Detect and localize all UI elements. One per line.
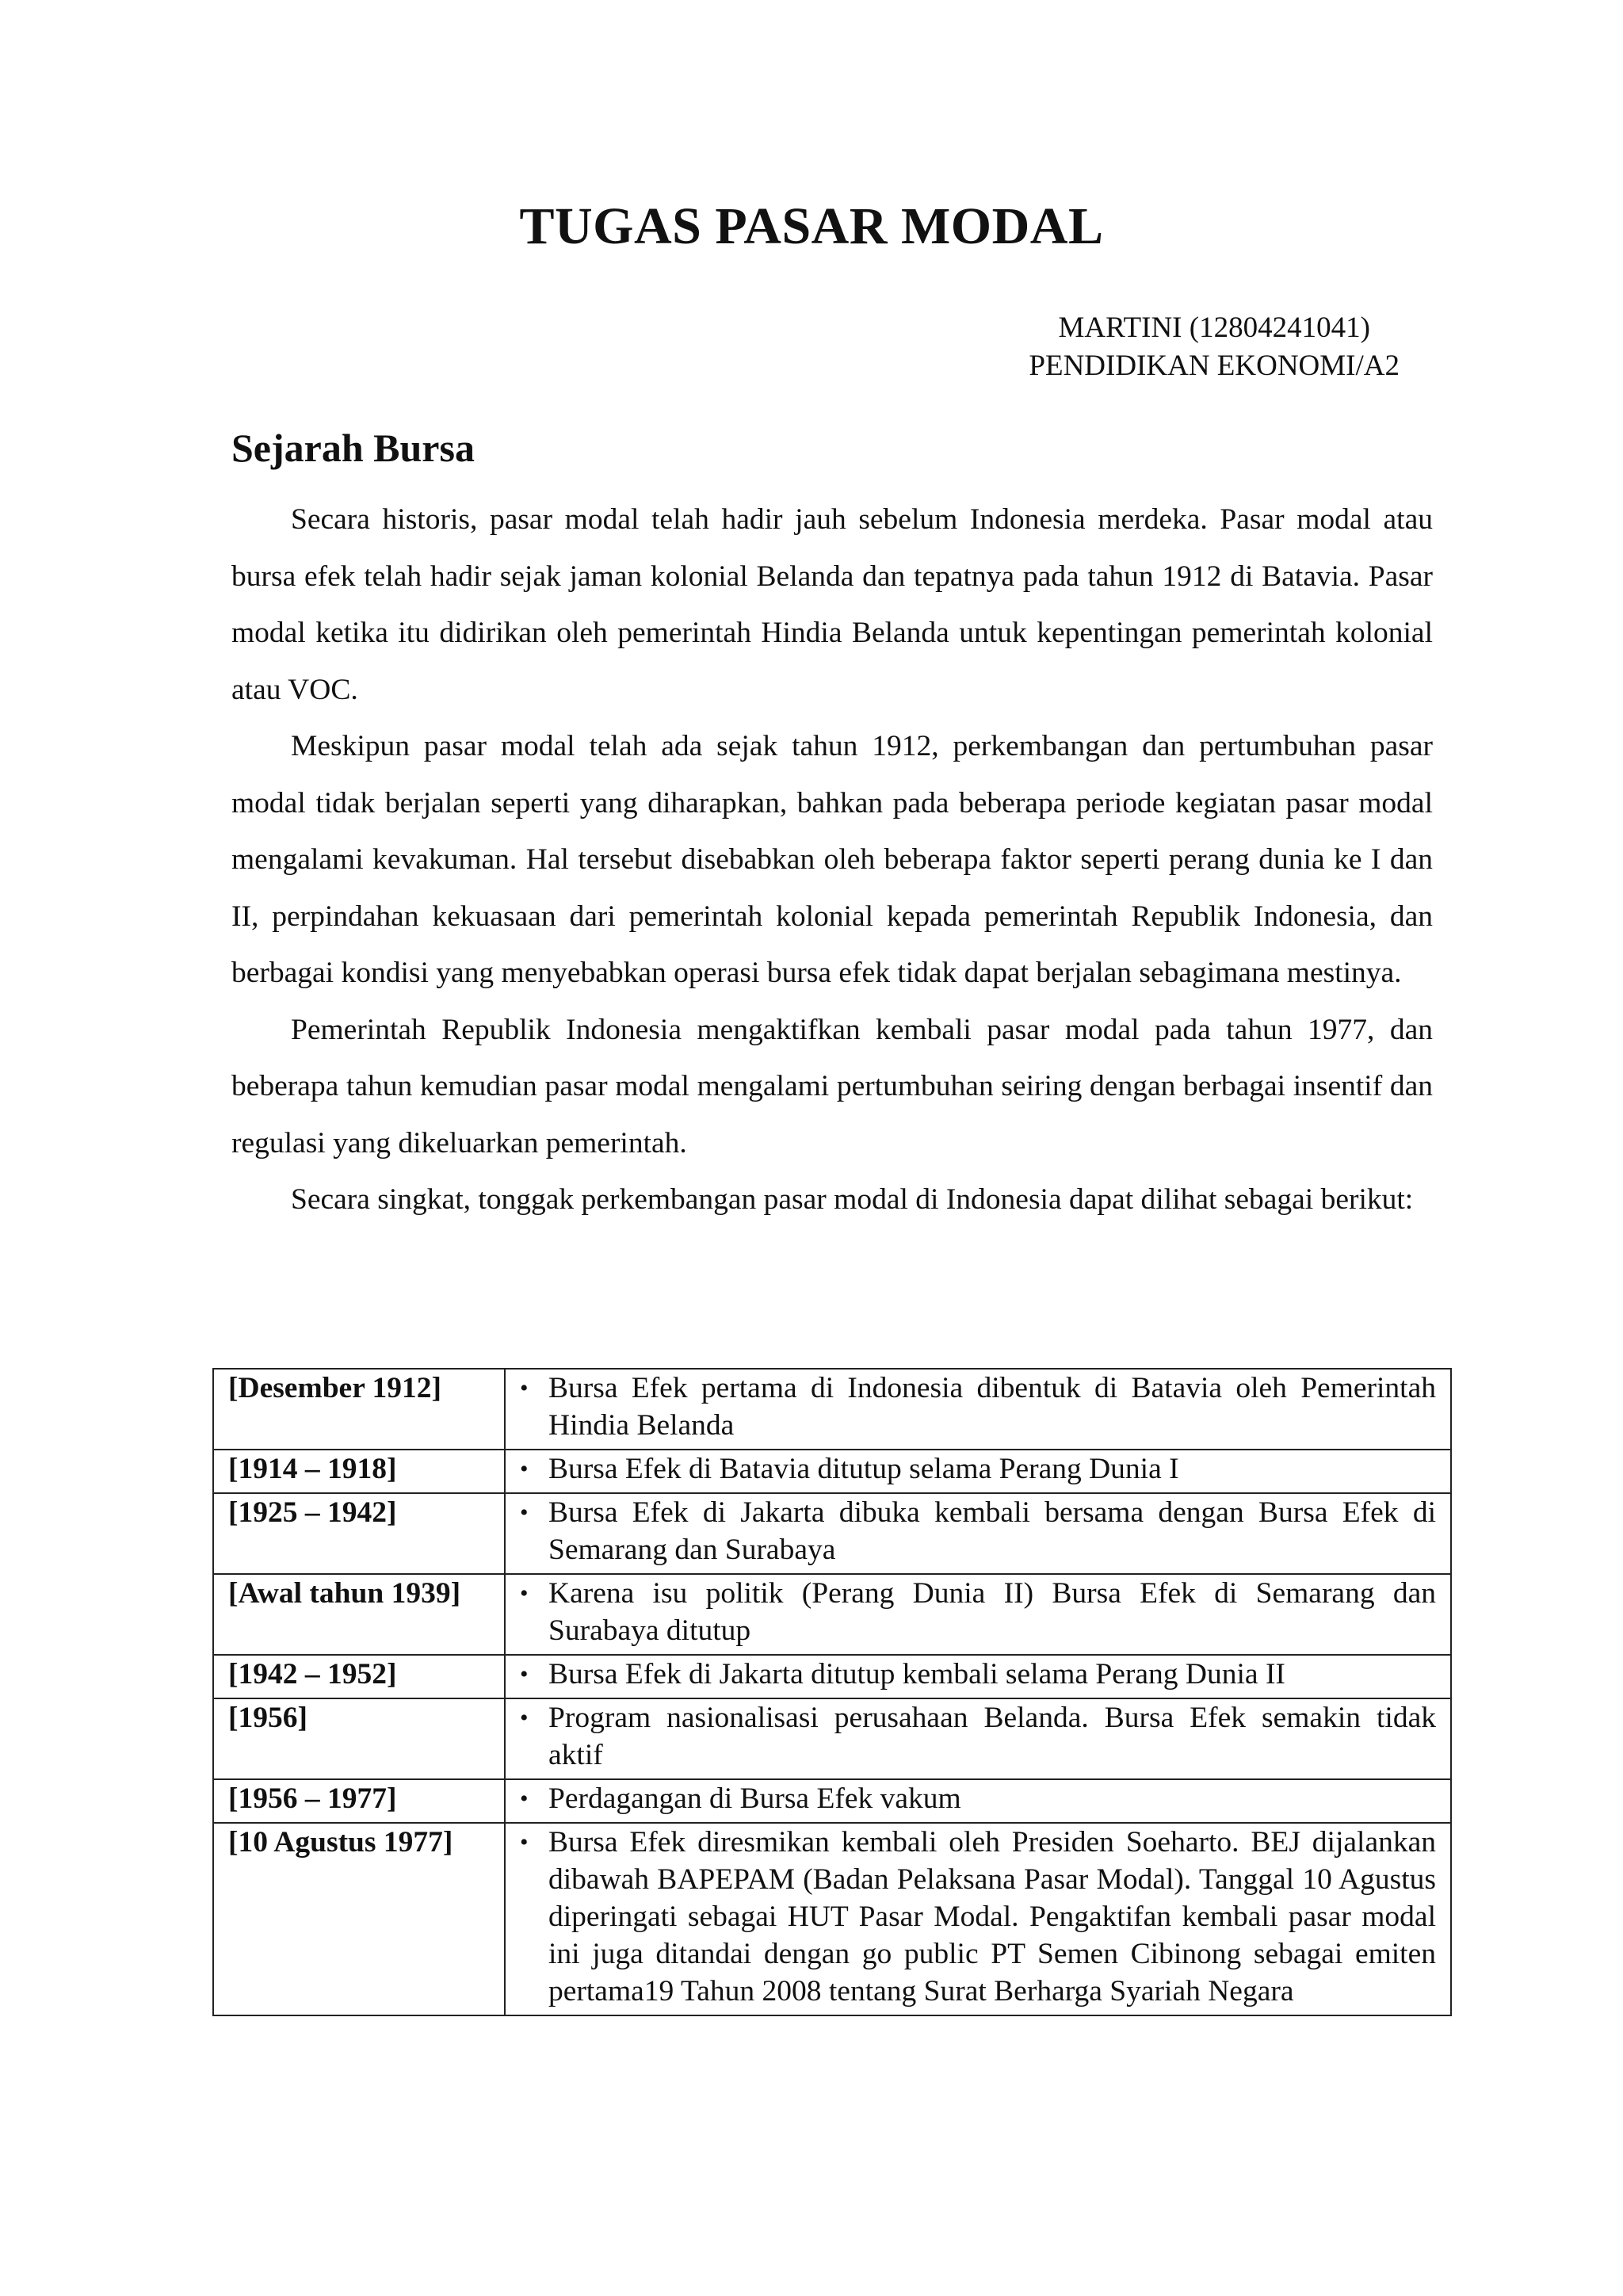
author-program: PENDIDIKAN EKONOMI/A2 — [1029, 350, 1400, 382]
bullet-icon: • — [520, 1580, 529, 1606]
table-row — [213, 1779, 1451, 1823]
milestone-period: [1956] — [213, 1698, 505, 1779]
bullet-icon: • — [520, 1456, 529, 1482]
milestone-event-cell — [505, 1574, 1451, 1655]
table-row — [213, 1655, 1451, 1698]
milestone-event: Bursa Efek diresmikan kembali oleh Presiden Soeharto. BEJ dijalankan dibawah BAPEPAM (Badan Pelaksana Pasar Modal). Tanggal 10 Agustus diperingati sebagai HUT Pasar Modal. Pengaktifan kembali pasar modal ini juga ditandai dengan go public PT Semen Cibinong sebagai emiten pertama19 Tahun 2008 tentang Surat Berharga Syariah Negara — [548, 1826, 1436, 2008]
bullet-icon: • — [520, 1705, 529, 1731]
paragraph: Secara singkat, tonggak perkembangan pasar modal di Indonesia dapat dilihat sebagai berikut: — [291, 1183, 1414, 1216]
milestone-table — [212, 1368, 1452, 2016]
author-name: MARTINI (12804241041) — [1058, 311, 1370, 344]
milestone-period: [1956 – 1977] — [213, 1779, 505, 1823]
table-row — [213, 1450, 1451, 1493]
document-title: TUGAS PASAR MODAL — [519, 197, 1104, 255]
table-row — [213, 1698, 1451, 1779]
milestone-period: [1942 – 1952] — [213, 1655, 505, 1698]
table-row — [213, 1823, 1451, 2015]
milestone-period: [1914 – 1918] — [213, 1450, 505, 1493]
milestone-period: [Awal tahun 1939] — [213, 1574, 505, 1655]
section-heading: Sejarah Bursa — [231, 426, 475, 470]
table-row — [213, 1574, 1451, 1655]
milestone-event-cell — [505, 1779, 1451, 1823]
paragraph: Meskipun pasar modal telah ada sejak tahun 1912, perkembangan dan pertumbuhan pasar modal tidak berjalan seperti yang diharapkan, bahkan pada beberapa periode kegiatan pasar modal mengalami kevakuman. Hal tersebut disebabkan oleh beberapa faktor seperti perang dunia ke I dan II, perpindahan kekuasaan dari pemerintah kolonial kepada pemerintah Republik Indonesia, dan berbagai kondisi yang menyebabkan operasi bursa efek tidak dapat berjalan sebagimana mestinya. — [231, 730, 1433, 989]
milestone-event: Karena isu politik (Perang Dunia II) Bursa Efek di Semarang dan Surabaya ditutup — [548, 1577, 1436, 1647]
author-block — [1029, 309, 1400, 385]
milestone-event: Program nasionalisasi perusahaan Belanda. Bursa Efek semakin tidak aktif — [548, 1702, 1436, 1771]
bullet-icon: • — [520, 1661, 529, 1687]
milestone-event: Bursa Efek di Jakarta dibuka kembali bersama dengan Bursa Efek di Semarang dan Surabaya — [548, 1496, 1436, 1566]
body-text — [231, 491, 1433, 1228]
table-row — [213, 1493, 1451, 1574]
milestone-event-cell — [505, 1493, 1451, 1574]
milestone-event: Perdagangan di Bursa Efek vakum — [548, 1782, 961, 1815]
table-row — [213, 1369, 1451, 1450]
milestone-event-cell — [505, 1655, 1451, 1698]
milestone-period: [10 Agustus 1977] — [213, 1823, 505, 2015]
milestone-period: [Desember 1912] — [213, 1369, 505, 1450]
milestone-event-cell — [505, 1698, 1451, 1779]
bullet-icon: • — [520, 1375, 529, 1401]
milestone-event-cell — [505, 1823, 1451, 2015]
milestone-period: [1925 – 1942] — [213, 1493, 505, 1574]
milestone-event-cell — [505, 1450, 1451, 1493]
milestone-event: Bursa Efek di Jakarta ditutup kembali selama Perang Dunia II — [548, 1658, 1285, 1690]
bullet-icon: • — [520, 1829, 529, 1855]
milestone-event: Bursa Efek pertama di Indonesia dibentuk di Batavia oleh Pemerintah Hindia Belanda — [548, 1372, 1436, 1442]
bullet-icon: • — [520, 1786, 529, 1812]
paragraph: Secara historis, pasar modal telah hadir jauh sebelum Indonesia merdeka. Pasar modal atau bursa efek telah hadir sejak jaman kolonial Belanda dan tepatnya pada tahun 1912 di Batavia. Pasar modal ketika itu didirikan oleh pemerintah Hindia Belanda untuk kepentingan pemerintah kolonial atau VOC. — [231, 503, 1433, 706]
milestone-event-cell — [505, 1369, 1451, 1450]
paragraph: Pemerintah Republik Indonesia mengaktifkan kembali pasar modal pada tahun 1977, dan beberapa tahun kemudian pasar modal mengalami pertumbuhan seiring dengan berbagai insentif dan regulasi yang dikeluarkan pemerintah. — [231, 1013, 1433, 1159]
bullet-icon: • — [520, 1499, 529, 1526]
milestone-event: Bursa Efek di Batavia ditutup selama Perang Dunia I — [548, 1453, 1179, 1485]
